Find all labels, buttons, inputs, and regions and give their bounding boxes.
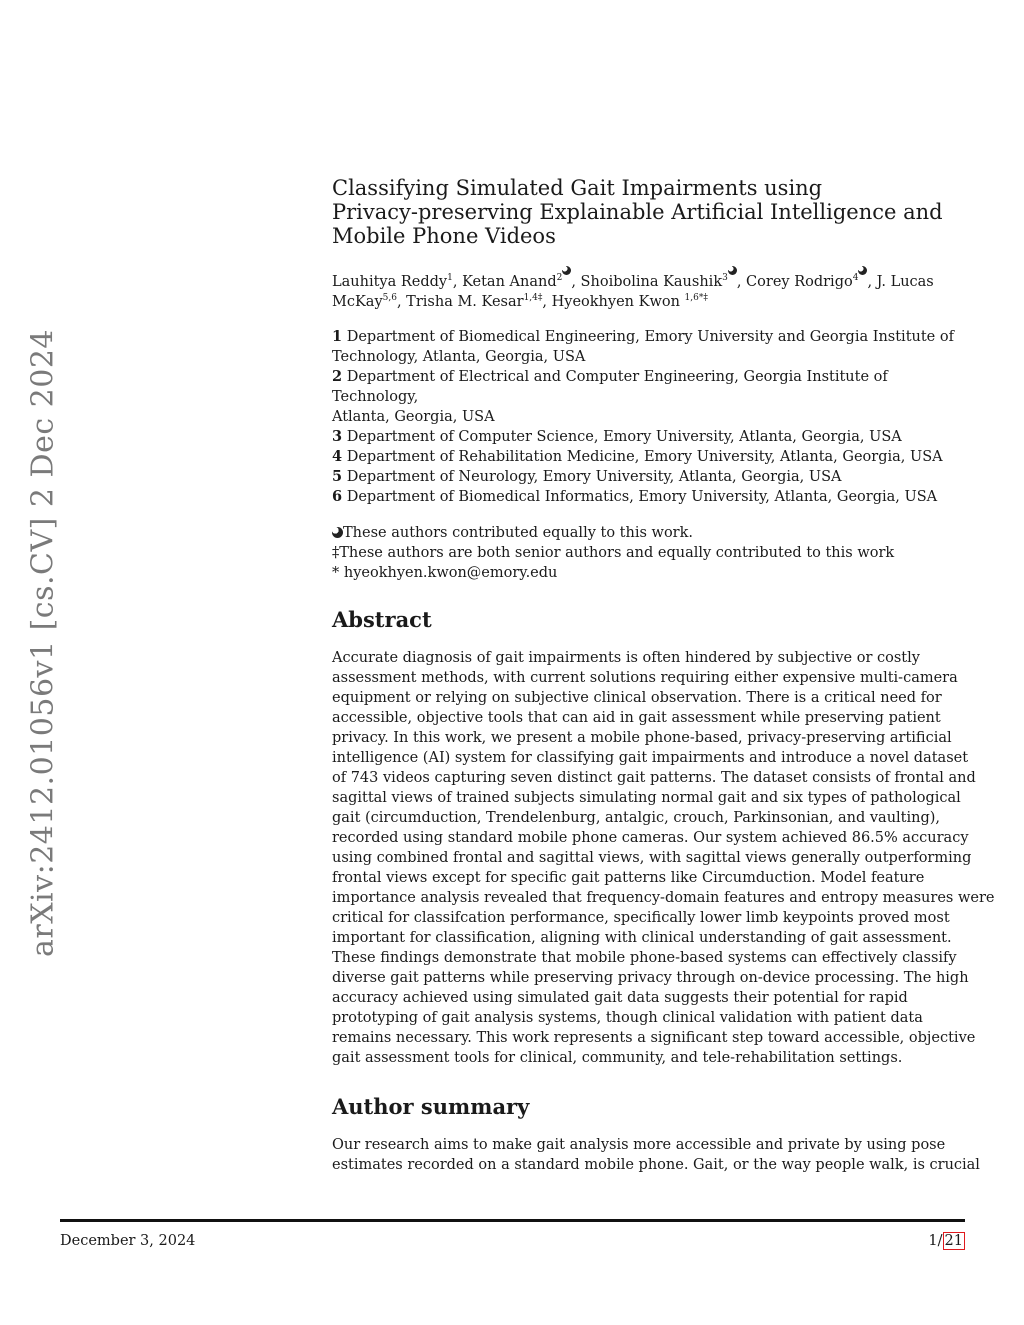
author-affil-sup: 4 <box>852 273 859 283</box>
author-affil-sup: 2 <box>556 273 563 283</box>
abstract-line: of 743 videos capturing seven distinct gait patterns. The dataset consists of frontal and <box>332 770 976 786</box>
senior-author-note: ‡These authors are both senior authors and equally contributed to this work <box>332 545 895 561</box>
abstract-line: important for classification, aligning with clinical understanding of gait assessment. <box>332 930 952 946</box>
abstract-line: These findings demonstrate that mobile phone-based systems can effectively classify <box>332 950 957 966</box>
abstract-line: prototyping of gait analysis systems, though clinical validation with patient data <box>332 1010 923 1026</box>
abstract-line: using combined frontal and sagittal views, with sagittal views generally outperforming <box>332 850 972 866</box>
footer-date: December 3, 2024 <box>60 1233 196 1249</box>
abstract-line: frontal views except for specific gait patterns like Circumduction. Model feature <box>332 870 925 886</box>
abstract-line: accuracy achieved using simulated gait data suggests their potential for rapid <box>332 990 908 1006</box>
affiliation-cont: Atlanta, Georgia, USA <box>332 409 495 425</box>
affiliation: 5 Department of Neurology, Emory University, Atlanta, Georgia, USA <box>332 468 842 485</box>
abstract-line: critical for classifcation performance, specifically lower limb keypoints proved most <box>332 910 950 926</box>
summary-line: estimates recorded on a standard mobile phone. Gait, or the way people walk, is crucial <box>332 1157 980 1173</box>
author-affil-sup: 3 <box>722 273 728 283</box>
equal-contribution-icon <box>562 266 571 275</box>
summary-line: Our research aims to make gait analysis more accessible and private by using pose <box>332 1137 946 1153</box>
affiliation: 1 Department of Biomedical Engineering, Emory University and Georgia Institute of <box>332 328 954 345</box>
title-line: Privacy-preserving Explainable Artificial Intelligence and <box>332 200 943 224</box>
page-number: 1/ 21 <box>928 1233 963 1249</box>
author-name: , Shoibolina Kaushik <box>571 274 723 290</box>
equal-contribution-icon <box>332 527 343 538</box>
affiliation-cont: Technology, Atlanta, Georgia, USA <box>332 349 586 365</box>
author-summary-text <box>332 1135 980 1175</box>
abstract-line: assessment methods, with current solutions requiring either expensive multi-camera <box>332 670 958 686</box>
author-name: , Trisha M. Kesar <box>396 294 524 310</box>
abstract-heading: Abstract <box>332 607 432 632</box>
affiliation: 2 Department of Electrical and Computer Engineering, Georgia Institute of Technology, <box>332 368 888 405</box>
paper-body <box>332 176 995 1175</box>
abstract-line: Accurate diagnosis of gait impairments is often hindered by subjective or costly <box>332 650 920 666</box>
author-affil-sup: 1,6*‡ <box>684 293 708 303</box>
abstract-line: privacy. In this work, we present a mobile phone-based, privacy-preserving artificial <box>332 730 952 746</box>
footer-rule <box>60 1219 965 1222</box>
author-affil-sup: 5,6 <box>382 293 397 303</box>
author-affil-sup: 1 <box>447 273 453 283</box>
abstract-line: sagittal views of trained subjects simulating normal gait and six types of pathological <box>332 790 961 806</box>
abstract-line: remains necessary. This work represents a significant step toward accessible, objective <box>332 1030 976 1046</box>
author-summary-heading: Author summary <box>332 1094 530 1119</box>
arxiv-identifier: arXiv:2412.01056v1 [cs.CV] 2 Dec 2024 <box>25 328 61 958</box>
author-list <box>332 266 972 312</box>
author-name: , J. Lucas <box>867 274 934 290</box>
author-name: , Hyeokhyen Kwon <box>542 294 685 310</box>
author-name: , Corey Rodrigo <box>736 274 853 290</box>
author-name: McKay <box>332 294 383 310</box>
abstract-line: gait assessment tools for clinical, community, and tele-rehabilitation settings. <box>332 1050 903 1066</box>
total-pages-link[interactable]: 21 <box>944 1233 963 1249</box>
title-line: Mobile Phone Videos <box>332 224 556 248</box>
abstract-line: diverse gait patterns while preserving privacy through on-device processing. The high <box>332 970 969 986</box>
abstract-line: equipment or relying on subjective clinical observation. There is a critical need for <box>332 690 942 706</box>
affiliation: 3 Department of Computer Science, Emory University, Atlanta, Georgia, USA <box>332 428 902 445</box>
author-name: Lauhitya Reddy <box>332 274 448 290</box>
equal-contribution-icon <box>728 266 737 275</box>
affiliation: 4 Department of Rehabilitation Medicine, Emory University, Atlanta, Georgia, USA <box>332 448 943 465</box>
abstract-text <box>332 648 995 1068</box>
equal-contribution-note: These authors contributed equally to this work. <box>332 523 972 543</box>
paper-title <box>332 176 972 248</box>
title-line: Classifying Simulated Gait Impairments using <box>332 176 823 200</box>
affiliation-list <box>332 327 972 507</box>
abstract-line: gait (circumduction, Trendelenburg, antalgic, crouch, Parkinsonian, and vaulting), <box>332 810 941 826</box>
abstract-line: importance analysis revealed that frequency-domain features and entropy measures were <box>332 890 995 906</box>
author-notes <box>332 523 972 583</box>
author-name: , Ketan Anand <box>452 274 557 290</box>
arxiv-sidebar <box>0 0 90 1325</box>
abstract-line: recorded using standard mobile phone cameras. Our system achieved 86.5% accuracy <box>332 830 969 846</box>
abstract-line: intelligence (AI) system for classifying gait impairments and introduce a novel dataset <box>332 750 969 766</box>
affiliation: 6 Department of Biomedical Informatics, Emory University, Atlanta, Georgia, USA <box>332 488 938 505</box>
abstract-line: accessible, objective tools that can aid in gait assessment while preserving patient <box>332 710 941 726</box>
corresponding-email: * hyeokhyen.kwon@emory.edu <box>332 565 558 581</box>
author-affil-sup: 1,4‡ <box>523 293 543 303</box>
